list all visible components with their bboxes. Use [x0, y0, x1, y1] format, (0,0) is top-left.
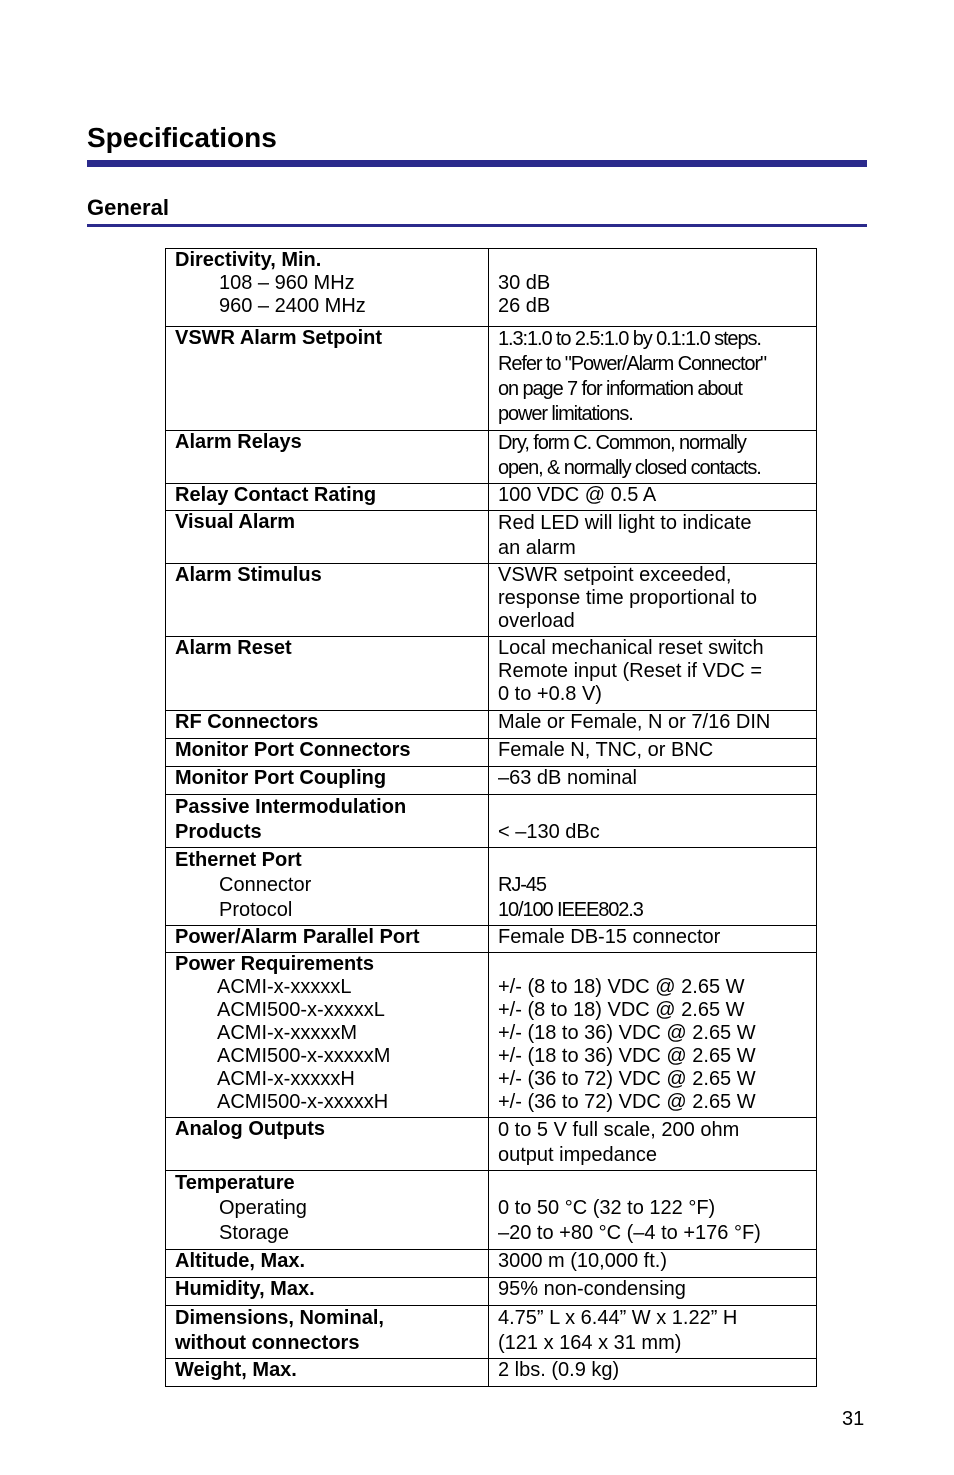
spec-row-alarm-reset [166, 637, 817, 711]
spec-label: Weight, Max. [175, 1359, 297, 1381]
spec-label: Power/Alarm Parallel Port [175, 926, 420, 948]
spec-row-alarm-stimulus [166, 564, 817, 637]
spec-value-cell [489, 739, 817, 767]
spec-value: Local mechanical reset switch [498, 637, 764, 659]
spec-value: +/- (8 to 18) VDC @ 2.65 W [498, 999, 745, 1021]
spec-row-weight [166, 1359, 817, 1387]
spec-label-cell [166, 637, 489, 711]
spec-value-cell [489, 795, 817, 848]
spec-value: 0 to 50 °C (32 to 122 °F) [498, 1197, 716, 1219]
spec-value: +/- (36 to 72) VDC @ 2.65 W [498, 1091, 756, 1113]
spec-value: VSWR setpoint exceeded, [498, 564, 732, 586]
spec-label: Altitude, Max. [175, 1250, 306, 1272]
spec-label: without connectors [175, 1332, 360, 1354]
spec-sublabel: ACMI500-x-xxxxxH [217, 1091, 389, 1113]
spec-label-cell [166, 511, 489, 564]
spec-value-cell [489, 249, 817, 327]
spec-row-humidity [166, 1278, 817, 1306]
spec-value: response time proportional to [498, 587, 758, 609]
spec-value: –63 dB nominal [498, 767, 637, 789]
spec-label-cell [166, 1306, 489, 1359]
spec-value: 1.3:1.0 to 2.5:1.0 by 0.1:1.0 steps. [498, 328, 761, 350]
spec-row-altitude [166, 1250, 817, 1278]
spec-value-cell [489, 484, 817, 511]
spec-label: VSWR Alarm Setpoint [175, 327, 383, 349]
spec-label-cell [166, 926, 489, 953]
spec-sublabel: ACMI500-x-xxxxxM [217, 1045, 391, 1067]
spec-label-cell [166, 564, 489, 637]
spec-label-cell [166, 484, 489, 511]
spec-label-cell [166, 431, 489, 484]
spec-value: Dry, form C. Common, normally [498, 432, 746, 454]
spec-value: 26 dB [498, 295, 551, 317]
spec-label-cell [166, 1250, 489, 1278]
spec-sublabel: ACMI-x-xxxxxH [217, 1068, 355, 1090]
spec-value-cell [489, 564, 817, 637]
spec-label: RF Connectors [175, 711, 319, 733]
spec-label: Ethernet Port [175, 849, 302, 871]
spec-label: Alarm Stimulus [175, 564, 322, 586]
spec-label: Monitor Port Connectors [175, 739, 411, 761]
spec-value: –20 to +80 °C (–4 to +176 °F) [498, 1222, 761, 1244]
spec-sublabel: Protocol [219, 899, 293, 921]
spec-value-cell [489, 1359, 817, 1387]
spec-value: +/- (18 to 36) VDC @ 2.65 W [498, 1045, 756, 1067]
spec-value: 30 dB [498, 272, 551, 294]
spec-value-cell [489, 637, 817, 711]
spec-value: 4.75” L x 6.44” W x 1.22” H [498, 1307, 738, 1329]
spec-row-analog-outputs [166, 1118, 817, 1171]
spec-value-cell [489, 1171, 817, 1250]
page-number: 31 [842, 1408, 865, 1430]
spec-value-cell [489, 767, 817, 795]
spec-row-vswr-setpoint [166, 327, 817, 431]
spec-value: 0 to 5 V full scale, 200 ohm [498, 1119, 740, 1141]
spec-value-cell [489, 848, 817, 926]
spec-value: on page 7 for information about [498, 378, 742, 400]
spec-value: 10/100 IEEE802.3 [498, 899, 643, 921]
spec-value: Female N, TNC, or BNC [498, 739, 714, 761]
spec-value: 100 VDC @ 0.5 A [498, 484, 657, 506]
spec-row-alarm-relays [166, 431, 817, 484]
spec-label: Alarm Reset [175, 637, 292, 659]
spec-value: Female DB-15 connector [498, 926, 721, 948]
spec-label: Dimensions, Nominal, [175, 1307, 384, 1329]
spec-value: Male or Female, N or 7/16 DIN [498, 711, 771, 733]
spec-value: overload [498, 610, 575, 632]
spec-row-directivity [166, 249, 817, 327]
spec-row-temperature [166, 1171, 817, 1250]
spec-label-cell [166, 767, 489, 795]
spec-label: Passive Intermodulation [175, 796, 407, 818]
spec-sublabel: Storage [219, 1222, 290, 1244]
spec-label-cell [166, 795, 489, 848]
spec-row-ethernet [166, 848, 817, 926]
spec-label-cell [166, 1359, 489, 1387]
spec-sublabel: 960 – 2400 MHz [219, 295, 366, 317]
spec-row-monitor-coupling [166, 767, 817, 795]
spec-label-cell [166, 711, 489, 739]
spec-sublabel: ACMI-x-xxxxxM [217, 1022, 357, 1044]
spec-label: Relay Contact Rating [175, 484, 377, 506]
spec-value: +/- (36 to 72) VDC @ 2.65 W [498, 1068, 756, 1090]
spec-label: Visual Alarm [175, 511, 296, 533]
spec-value-cell [489, 1278, 817, 1306]
spec-value-cell [489, 1250, 817, 1278]
section-divider [87, 224, 867, 227]
spec-label-cell [166, 1171, 489, 1250]
spec-label-cell [166, 327, 489, 431]
page-title: Specifications [87, 122, 277, 153]
spec-value: Red LED will light to indicate [498, 512, 752, 534]
spec-label: Alarm Relays [175, 431, 302, 453]
spec-value: open, & normally closed contacts. [498, 457, 761, 479]
spec-label: Power Requirements [175, 953, 374, 975]
spec-label-cell [166, 1118, 489, 1171]
spec-row-monitor-connectors [166, 739, 817, 767]
spec-label: Temperature [175, 1172, 295, 1194]
spec-row-rf-connectors [166, 711, 817, 739]
spec-value: 3000 m (10,000 ft.) [498, 1250, 667, 1272]
spec-sublabel: ACMI-x-xxxxxL [217, 976, 352, 998]
spec-label: Monitor Port Coupling [175, 767, 387, 789]
spec-label-cell [166, 1278, 489, 1306]
spec-value: Refer to "Power/Alarm Connector" [498, 353, 767, 375]
spec-value: power limitations. [498, 403, 633, 425]
spec-row-dimensions [166, 1306, 817, 1359]
spec-value-cell [489, 953, 817, 1118]
spec-value-cell [489, 926, 817, 953]
spec-label: Directivity, Min. [175, 249, 322, 271]
spec-value: +/- (8 to 18) VDC @ 2.65 W [498, 976, 745, 998]
spec-value: 2 lbs. (0.9 kg) [498, 1359, 620, 1381]
spec-row-visual-alarm [166, 511, 817, 564]
spec-label: Humidity, Max. [175, 1278, 315, 1300]
spec-row-power-alarm-port [166, 926, 817, 953]
spec-label-cell [166, 739, 489, 767]
spec-value: (121 x 164 x 31 mm) [498, 1332, 682, 1354]
spec-value-cell [489, 511, 817, 564]
spec-value-cell [489, 1118, 817, 1171]
spec-label-cell [166, 953, 489, 1118]
spec-label: Products [175, 821, 262, 843]
spec-value: 95% non-condensing [498, 1278, 686, 1300]
specifications-table [165, 248, 817, 1387]
spec-label: Analog Outputs [175, 1118, 325, 1140]
title-divider [87, 160, 867, 167]
spec-value-cell [489, 431, 817, 484]
section-title: General [87, 195, 169, 220]
spec-sublabel: Connector [219, 874, 312, 896]
spec-label-cell [166, 848, 489, 926]
spec-sublabel: Operating [219, 1197, 307, 1219]
spec-label-cell [166, 249, 489, 327]
spec-row-power-requirements [166, 953, 817, 1118]
spec-value: < –130 dBc [498, 821, 600, 843]
spec-value: Remote input (Reset if VDC = [498, 660, 762, 682]
spec-value: an alarm [498, 537, 576, 559]
spec-value-cell [489, 711, 817, 739]
spec-sublabel: 108 – 960 MHz [219, 272, 355, 294]
spec-row-relay-rating [166, 484, 817, 511]
spec-value-cell [489, 1306, 817, 1359]
spec-value: +/- (18 to 36) VDC @ 2.65 W [498, 1022, 756, 1044]
spec-value: output impedance [498, 1144, 658, 1166]
spec-value: 0 to +0.8 V) [498, 683, 602, 705]
spec-sublabel: ACMI500-x-xxxxxL [217, 999, 385, 1021]
spec-value: RJ-45 [498, 874, 546, 896]
spec-row-pim [166, 795, 817, 848]
spec-value-cell [489, 327, 817, 431]
